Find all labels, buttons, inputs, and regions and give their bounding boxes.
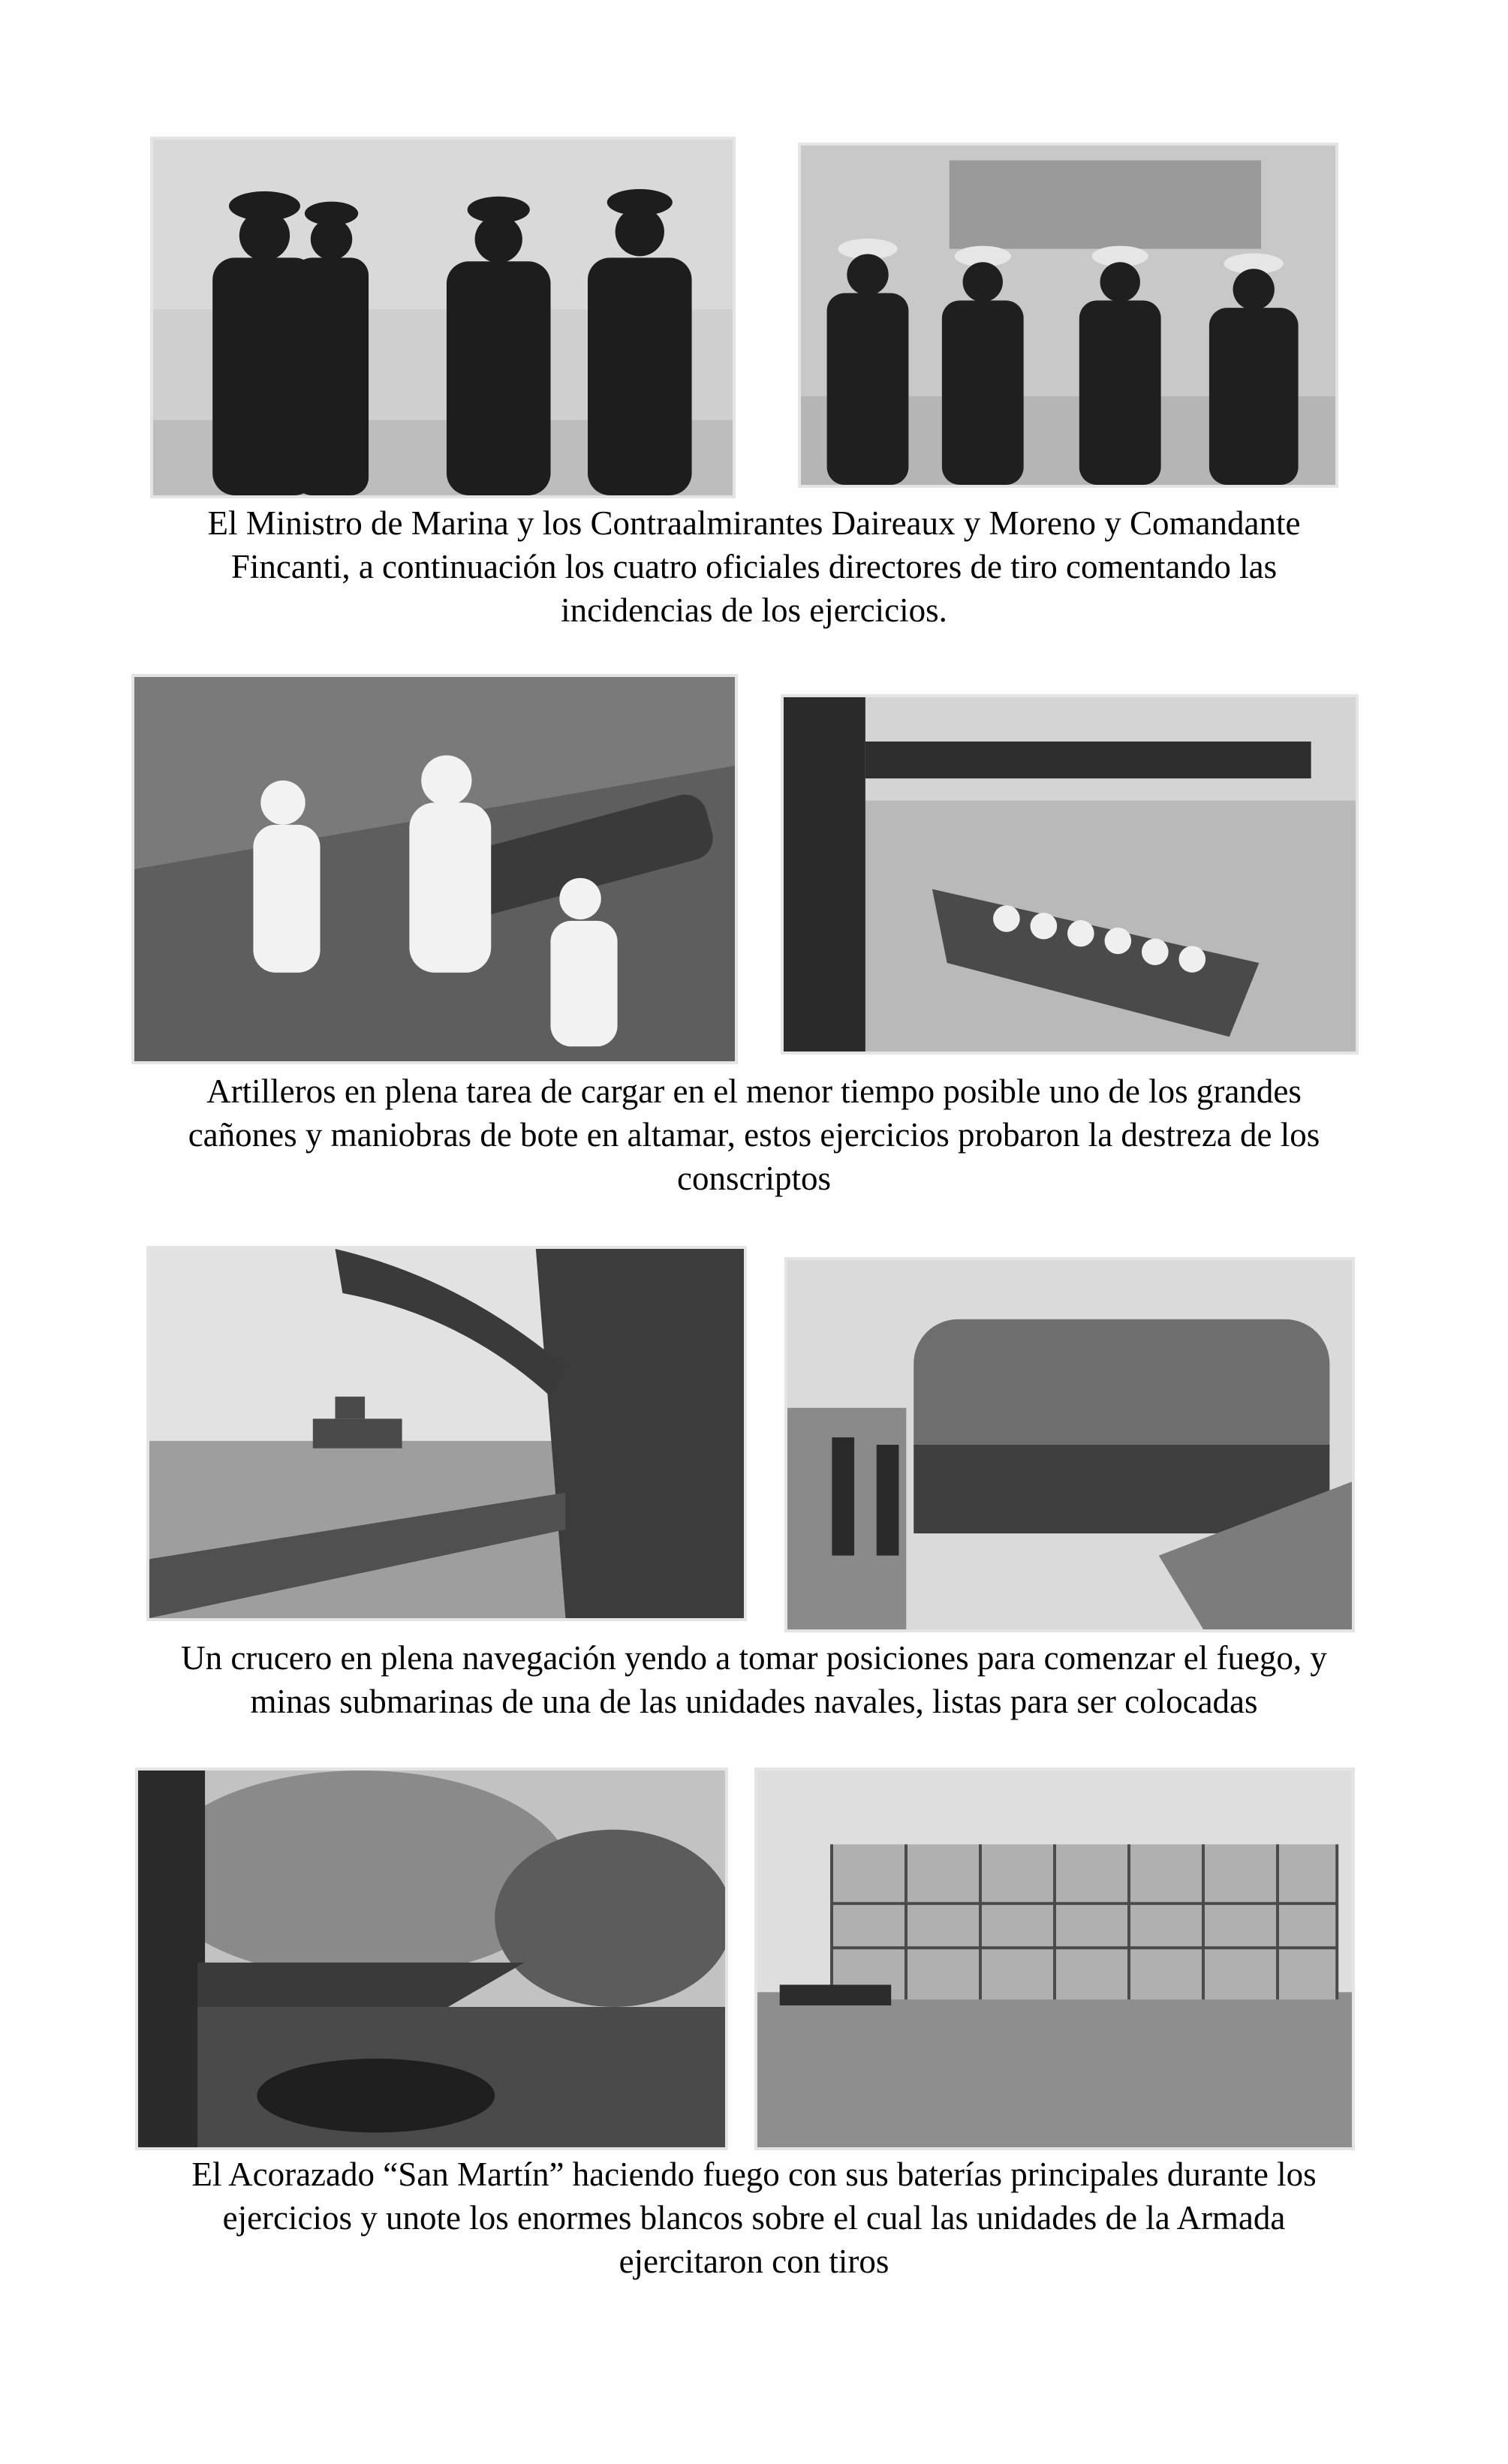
photo-cruiser-underway	[146, 1246, 747, 1621]
caption-artillery: Artilleros en plena tarea de cargar en el menor tiempo posible uno de los grandes cañones y maniobras de bote en altamar, estos ejercicios probaron la destreza de los conscriptos	[188, 1073, 1320, 1197]
caption-battleship: El Acorazado “San Martín” haciendo fuego con sus baterías principales durante los ejercicios y unote los enormes blancos sobre el cual las unidades de la Armada ejercitaron con tiros	[191, 2156, 1317, 2280]
photo-submarine-mines	[784, 1257, 1355, 1632]
photo-officers-group-b	[798, 143, 1338, 488]
photo-officers-group-a	[150, 137, 736, 498]
photo-battleship-firing	[135, 1768, 728, 2150]
photo-artillery-loading	[131, 674, 738, 1064]
caption-cruiser: Un crucero en plena navegación yendo a tomar posiciones para comenzar el fuego, y minas submarinas de una de las unidades navales, listas para ser colocadas	[181, 1639, 1327, 1720]
caption-officers: El Ministro de Marina y los Contraalmirantes Daireaux y Moreno y Comandante Fincanti, a continuación los cuatro oficiales directores de tiro comentando las incidencias de los ejercicios.	[207, 504, 1301, 629]
photo-boat-maneuver	[781, 694, 1359, 1054]
photo-target-screens	[754, 1768, 1355, 2150]
